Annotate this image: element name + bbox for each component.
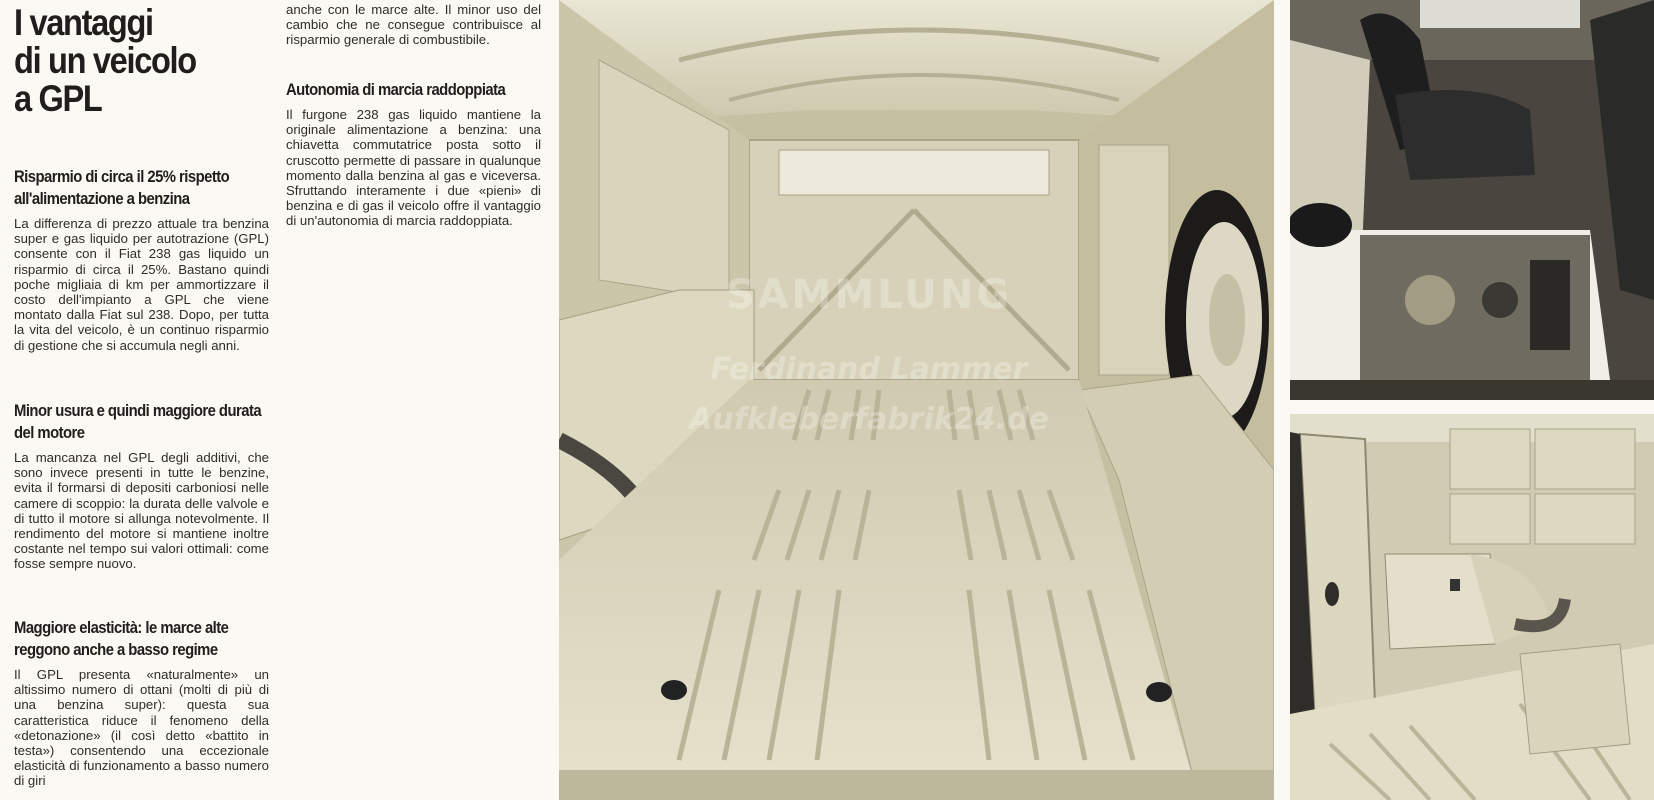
- section-heading: Risparmio di circa il 25% rispetto all'alimentazione a benzina: [14, 168, 230, 208]
- section-text: La mancanza nel GPL degli additivi, che sono invece presenti in tutte le benzine, evita il formarsi di depositi carboniosi nelle camere di scoppio: la durata delle valvole e di tutto il motore si allunga notevolmente. Il rendimento del motore si mantiene inoltre costante nel tempo sui valori ottimali: come fosse sempre nuovo.: [14, 450, 269, 572]
- section-heading: Maggiore elasticità: le marce alte reggono anche a basso regime: [14, 619, 229, 659]
- watermark-line-1: SAMMLUNG: [725, 272, 1013, 318]
- section-risparmio: [14, 166, 269, 353]
- seat-engine-photo: [1290, 0, 1654, 400]
- section-continuation: [286, 2, 541, 48]
- section-text: La differenza di prezzo attuale tra benzina super e gas liquido per autotrazione (GPL) consente con il Fiat 238 gas liquido un risparmio di circa il 25%. Bastano quindi poche migliaia di km per ammortizzare il costo dell'impianto a GPL che viene montato dalla Fiat sul 238. Dopo, per tutta la vita del veicolo, è un continuo risparmio di gestione che si accumula negli anni.: [14, 216, 269, 353]
- section-text: Il furgone 238 gas liquido mantiene la originale alimentazione a benzina: una chiavetta commutatrice posta sotto il cruscotto permette di passare in qualunque momento dalla benzina al gas e viceversa. Sfruttando interamente i due «pieni» di benzina e di gas il veicolo offre il vantaggio di un'autonomia di marcia raddoppiata.: [286, 107, 541, 229]
- section-elasticita: [14, 617, 269, 789]
- watermark-line-2: Ferdinand Lammer: [710, 352, 1028, 387]
- watermark-line-3: Aufkleberfabrik24.de: [689, 402, 1049, 437]
- section-text: anche con le marce alte. Il minor uso del cambio che ne consegue contribuisce al risparmio generale di combustibile.: [286, 2, 541, 48]
- section-usura: [14, 400, 269, 572]
- section-heading: Autonomia di marcia raddoppiata: [286, 81, 506, 99]
- title-line-3: a GPL: [14, 78, 102, 119]
- text-column-left: [14, 0, 269, 789]
- section-autonomia: [286, 79, 541, 229]
- cargo-side-photo: [1290, 414, 1654, 800]
- section-text: Il GPL presenta «naturalmente» un altissimo numero di ottani (molti di più di una benzina super): questa sua caratteristica riduce il fenomeno della «detonazione» (il così detto «battito in testa») consentendo una eccezionale elasticità di funzionamento a basso numero di giri: [14, 667, 269, 789]
- title-line-1: I vantaggi: [14, 2, 153, 43]
- title-line-2: di un veicolo: [14, 40, 196, 81]
- section-heading: Minor usura e quindi maggiore durata del motore: [14, 402, 262, 442]
- page-title: [14, 4, 243, 118]
- van-cargo-interior-photo: [559, 0, 1274, 800]
